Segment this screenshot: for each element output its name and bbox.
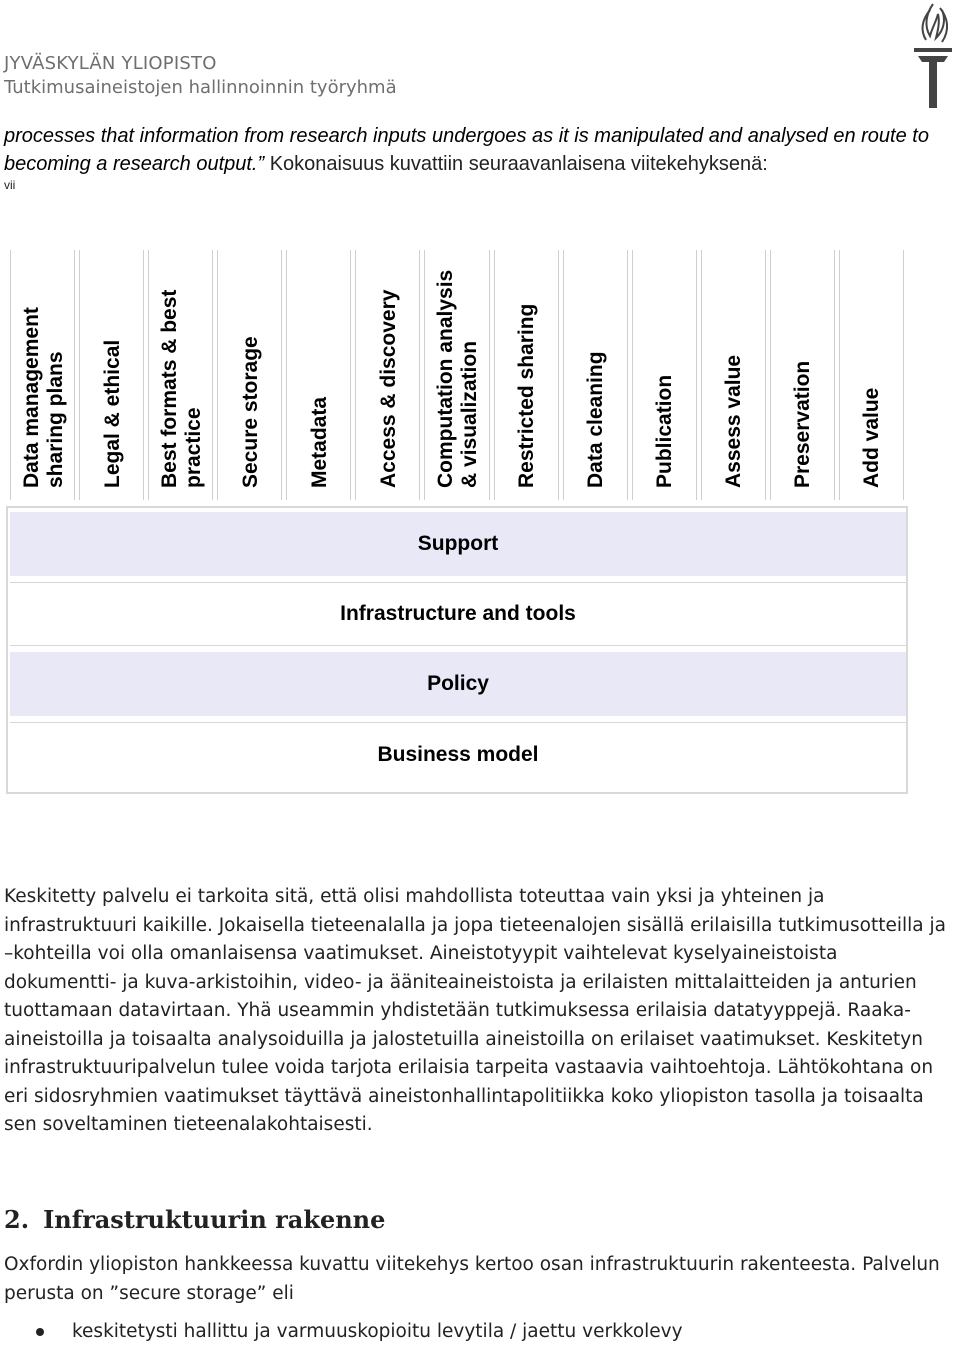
framework-column-label-line: practice (181, 407, 205, 488)
framework-column (424, 250, 489, 500)
framework-column-label-line: Data management (19, 307, 43, 488)
bullet-dot-icon (36, 1328, 44, 1336)
bullet-text: keskitetysti hallittu ja varmuuskopioitu levytila / jaettu verkkolevy (72, 1321, 683, 1342)
framework-column-label-line: Data cleaning (584, 351, 608, 488)
framework-column-label (434, 270, 482, 488)
framework-column (563, 250, 628, 500)
framework-column-label (791, 361, 815, 488)
framework-column (10, 250, 75, 500)
finnish-sentence: Kokonaisuus kuvattiin seuraavanlaisena viitekehyksenä: (269, 153, 768, 175)
framework-column (839, 250, 904, 500)
framework-column-label-line: Assess value (722, 354, 746, 488)
band-business-model: Business model (10, 722, 906, 786)
framework-columns (6, 244, 908, 506)
framework-column-label-line: Access & discovery (376, 289, 400, 488)
section-number: 2. (4, 1205, 30, 1234)
body-paragraph-2: Oxfordin yliopiston hankkeessa kuvattu viitekehys kertoo osan infrastruktuurin rakenteesta. Palvelun perusta on ”secure storage” eli (4, 1254, 940, 1304)
university-torch-logo-icon (906, 0, 960, 112)
framework-column (770, 250, 835, 500)
framework-column-label-line: Secure storage (238, 336, 262, 488)
university-name: JYVÄSKYLÄN YLIOPISTO (4, 53, 217, 74)
research-data-framework-diagram (6, 244, 908, 794)
working-group-name: Tutkimusaineistojen hallinnoinnin työryhmä (4, 77, 397, 98)
band-policy: Policy (10, 652, 906, 716)
framework-column-label-line: sharing plans (43, 351, 67, 488)
framework-column-label (158, 290, 206, 488)
framework-column-label (377, 290, 401, 488)
section-title: Infrastruktuurin rakenne (43, 1205, 386, 1234)
section-heading (4, 1205, 385, 1234)
framework-column-label-line: Legal & ethical (100, 339, 124, 488)
footnote-marker: vii (4, 178, 16, 192)
framework-column-label (20, 307, 68, 488)
framework-column (494, 250, 559, 500)
framework-column-label (101, 340, 125, 488)
framework-column-label (308, 397, 332, 488)
framework-column-label-line: Best formats & best (157, 289, 181, 488)
framework-column-label (239, 336, 263, 488)
page-header (4, 52, 397, 100)
framework-column (632, 250, 697, 500)
body-paragraph: Keskitetty palvelu ei tarkoita sitä, että olisi mahdollista toteuttaa vain yksi ja yhteinen ja infrastruktuuri kaikille. Jokaisella tieteenalalla ja jopa tieteenalojen sisällä erilaisilla tutkimusotteilla ja –kohteilla voi olla omanlaisensa vaatimukset. Aineistotyypit vaihtelevat kyselyaineistoista dokumentti- ja kuva-arkistoihin, video- ja ääniteaineistoista ja erilaisten mittalaitteiden ja anturien tuottamaan datavirtaan. Yhä useammin yhdistetään tutkimuksessa erilaisia datatyyppejä. Raaka-aineistoilla ja toisaalta analysoiduilla ja jalostetuilla aineistoilla on erilaiset vaatimukset. Keskitetyn infrastruktuuripalvelun tulee voida tarjota erilaisia tarpeita vastaavia vaihtoehtoja. Lähtökohtana on eri sidosryhmien vaatimukset täyttävä aineistonhallintapolitiikka koko yliopiston tasolla ja toisaalta sen soveltaminen tieteenalakohtaisesti. (4, 886, 946, 1135)
framework-column-label-line: Restricted sharing (515, 303, 539, 488)
framework-column-label (584, 351, 608, 488)
framework-column-label (722, 355, 746, 488)
framework-column-label (860, 388, 884, 488)
intro-paragraph (4, 122, 954, 178)
framework-column-label-line: Computation analysis (433, 269, 457, 488)
framework-column (79, 250, 144, 500)
framework-column-label (653, 375, 677, 488)
framework-column-label (515, 304, 539, 488)
english-quote: processes that information from research inputs undergoes as it is manipulated and analysed en route to becoming a research output.” (4, 125, 929, 175)
framework-column (148, 250, 213, 500)
framework-column-label-line: Preservation (791, 360, 815, 488)
framework-column (286, 250, 351, 500)
band-support: Support (10, 512, 906, 576)
band-infrastructure-tools: Infrastructure and tools (10, 582, 906, 646)
framework-column-label-line: Add value (860, 387, 884, 488)
bullet-list-item (36, 1321, 683, 1342)
framework-column (217, 250, 282, 500)
framework-column-label-line: & visualization (457, 340, 481, 488)
framework-column (355, 250, 420, 500)
framework-column-label-line: Metadata (307, 396, 331, 488)
framework-column-label-line: Publication (653, 374, 677, 488)
framework-column (701, 250, 766, 500)
